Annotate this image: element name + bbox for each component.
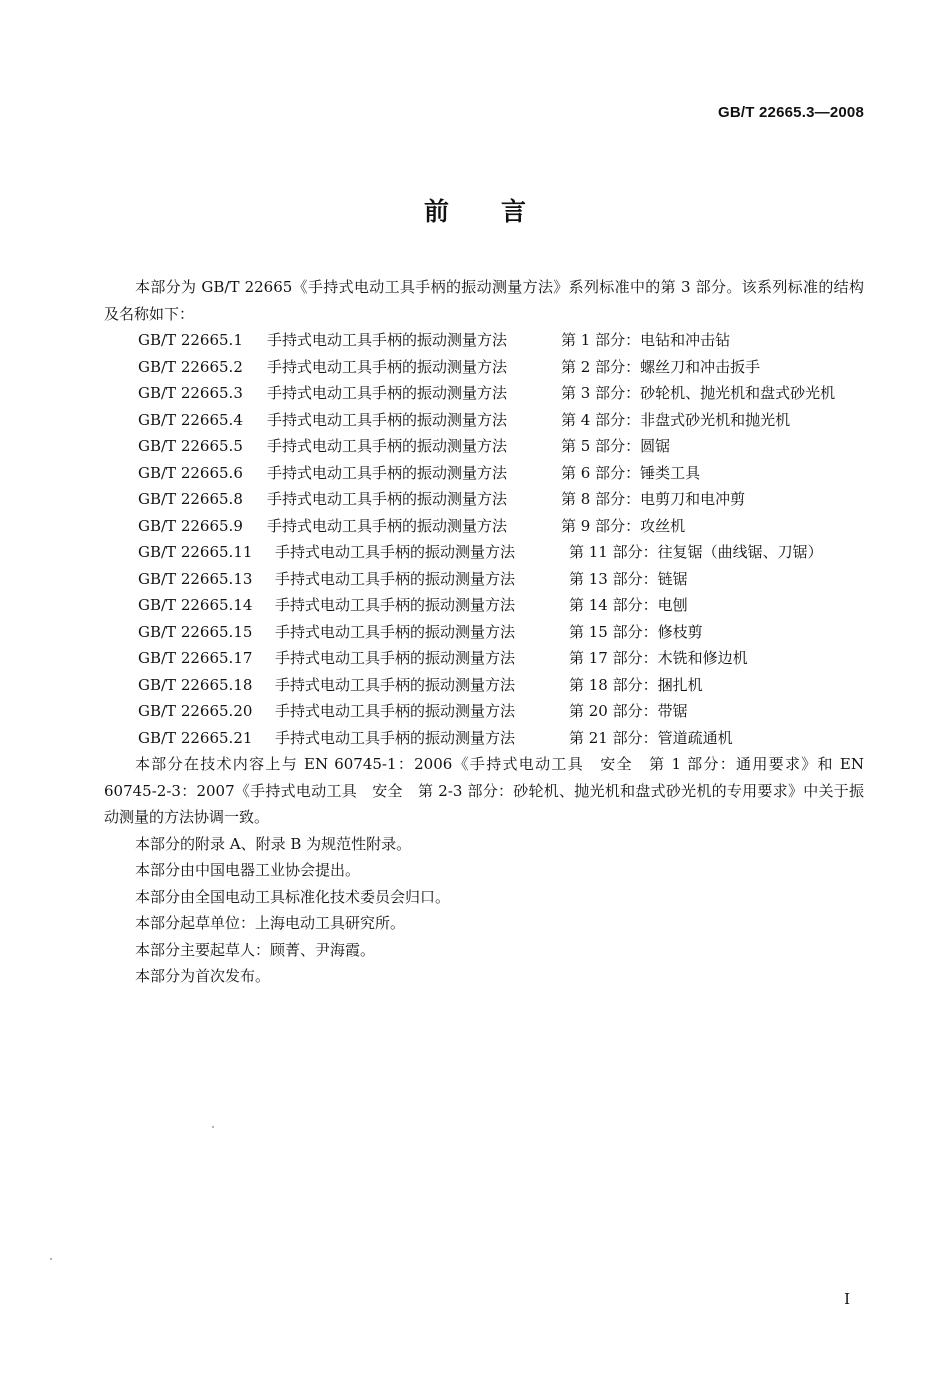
proposer-paragraph: 本部分由中国电器工业协会提出。 <box>135 861 361 879</box>
list-item <box>104 592 864 619</box>
standard-name: 手持式电动工具手柄的振动测量方法 <box>275 702 516 720</box>
part-title: 第 5 部分：圆锯 <box>561 437 671 455</box>
standard-number: GB/T 22665.15 <box>138 622 253 641</box>
series-list <box>104 327 864 751</box>
standard-name: 手持式电动工具手柄的振动测量方法 <box>267 463 508 482</box>
standard-number: GB/T 22665.8 <box>138 490 243 508</box>
standard-name: 手持式电动工具手柄的振动测量方法 <box>267 490 508 508</box>
part-title: 第 6 部分：锤类工具 <box>561 463 701 482</box>
list-item <box>104 407 864 434</box>
standard-name: 手持式电动工具手柄的振动测量方法 <box>275 728 516 747</box>
committee-paragraph: 本部分由全国电动工具标准化技术委员会归口。 <box>135 887 451 906</box>
first-release-paragraph: 本部分为首次发布。 <box>135 967 271 985</box>
standard-name: 手持式电动工具手柄的振动测量方法 <box>275 649 516 667</box>
part-title: 第 2 部分：螺丝刀和冲击扳手 <box>561 357 761 376</box>
list-item <box>104 619 864 646</box>
list-item <box>104 645 864 672</box>
standard-name: 手持式电动工具手柄的振动测量方法 <box>267 437 508 455</box>
list-item <box>104 486 864 513</box>
part-title: 第 14 部分：电刨 <box>569 596 688 614</box>
standard-name: 手持式电动工具手柄的振动测量方法 <box>275 569 516 588</box>
standard-number: GB/T 22665.1 <box>138 331 243 349</box>
standard-name: 手持式电动工具手柄的振动测量方法 <box>267 516 508 535</box>
list-item <box>104 380 864 407</box>
harmonization-paragraph: 本部分在技术内容上与 EN 60745-1：2006《手持式电动工具 安全 第 1 部分：通用要求》和 EN 60745-2-3：2007《手持式电动工具 安全 第 2-3 部分：砂轮机、抛光机和盘式砂光机的专用要求》中关于振动测量的方法协调一致。 <box>104 755 864 826</box>
standard-number: GB/T 22665.5 <box>138 437 243 455</box>
standard-number: GB/T 22665.21 <box>138 728 253 747</box>
standard-name: 手持式电动工具手柄的振动测量方法 <box>267 357 508 376</box>
standard-name: 手持式电动工具手柄的振动测量方法 <box>275 596 516 614</box>
part-title: 第 9 部分：攻丝机 <box>561 516 686 535</box>
part-title: 第 13 部分：链锯 <box>569 569 688 588</box>
standard-number: GB/T 22665.6 <box>138 463 243 482</box>
page-title: 前言 <box>423 197 578 226</box>
scan-speck <box>212 1126 214 1128</box>
standard-code: GB/T 22665.3—2008 <box>718 104 864 121</box>
list-item <box>104 539 864 566</box>
part-title: 第 1 部分：电钻和冲击钻 <box>561 331 731 349</box>
list-item <box>104 698 864 725</box>
standard-name: 手持式电动工具手柄的振动测量方法 <box>267 410 508 429</box>
part-title: 第 8 部分：电剪刀和电冲剪 <box>561 490 746 508</box>
annex-paragraph: 本部分的附录 A、附录 B 为规范性附录。 <box>135 834 412 853</box>
standard-number: GB/T 22665.11 <box>138 543 253 561</box>
part-title: 第 18 部分：捆扎机 <box>569 675 703 694</box>
drafters-paragraph: 本部分主要起草人：顾菁、尹海霞。 <box>135 940 376 959</box>
list-item <box>104 327 864 354</box>
standard-name: 手持式电动工具手柄的振动测量方法 <box>275 675 516 694</box>
list-item <box>104 354 864 381</box>
standard-name: 手持式电动工具手柄的振动测量方法 <box>267 331 508 349</box>
list-item <box>104 566 864 593</box>
part-title: 第 21 部分：管道疏通机 <box>569 728 733 747</box>
part-title: 第 15 部分：修枝剪 <box>569 622 703 641</box>
list-item <box>104 433 864 460</box>
foreword-body <box>104 274 864 990</box>
standard-number: GB/T 22665.3 <box>138 384 243 402</box>
intro-paragraph: 本部分为 GB/T 22665《手持式电动工具手柄的振动测量方法》系列标准中的第 3 部分。该系列标准的结构及名称如下： <box>104 278 864 323</box>
standard-number: GB/T 22665.14 <box>138 596 253 614</box>
part-title: 第 11 部分：往复锯（曲线锯、刀锯） <box>569 543 823 561</box>
list-item <box>104 513 864 540</box>
list-item <box>104 460 864 487</box>
list-item <box>104 672 864 699</box>
part-title: 第 4 部分：非盘式砂光机和抛光机 <box>561 410 791 429</box>
standard-name: 手持式电动工具手柄的振动测量方法 <box>267 384 508 402</box>
page-number: I <box>844 1290 850 1308</box>
standard-name: 手持式电动工具手柄的振动测量方法 <box>275 622 516 641</box>
part-title: 第 17 部分：木铣和修边机 <box>569 649 748 667</box>
part-title: 第 3 部分：砂轮机、抛光机和盘式砂光机 <box>561 384 836 402</box>
standard-number: GB/T 22665.17 <box>138 649 253 667</box>
standard-number: GB/T 22665.20 <box>138 702 253 720</box>
standard-number: GB/T 22665.4 <box>138 410 243 429</box>
standard-number: GB/T 22665.2 <box>138 357 243 376</box>
list-item <box>104 725 864 752</box>
standard-name: 手持式电动工具手柄的振动测量方法 <box>275 543 516 561</box>
part-title: 第 20 部分：带锯 <box>569 702 688 720</box>
standard-number: GB/T 22665.13 <box>138 569 253 588</box>
standard-number: GB/T 22665.9 <box>138 516 243 535</box>
scan-speck <box>50 1258 52 1260</box>
standard-number: GB/T 22665.18 <box>138 675 253 694</box>
drafting-unit-paragraph: 本部分起草单位：上海电动工具研究所。 <box>135 914 406 932</box>
